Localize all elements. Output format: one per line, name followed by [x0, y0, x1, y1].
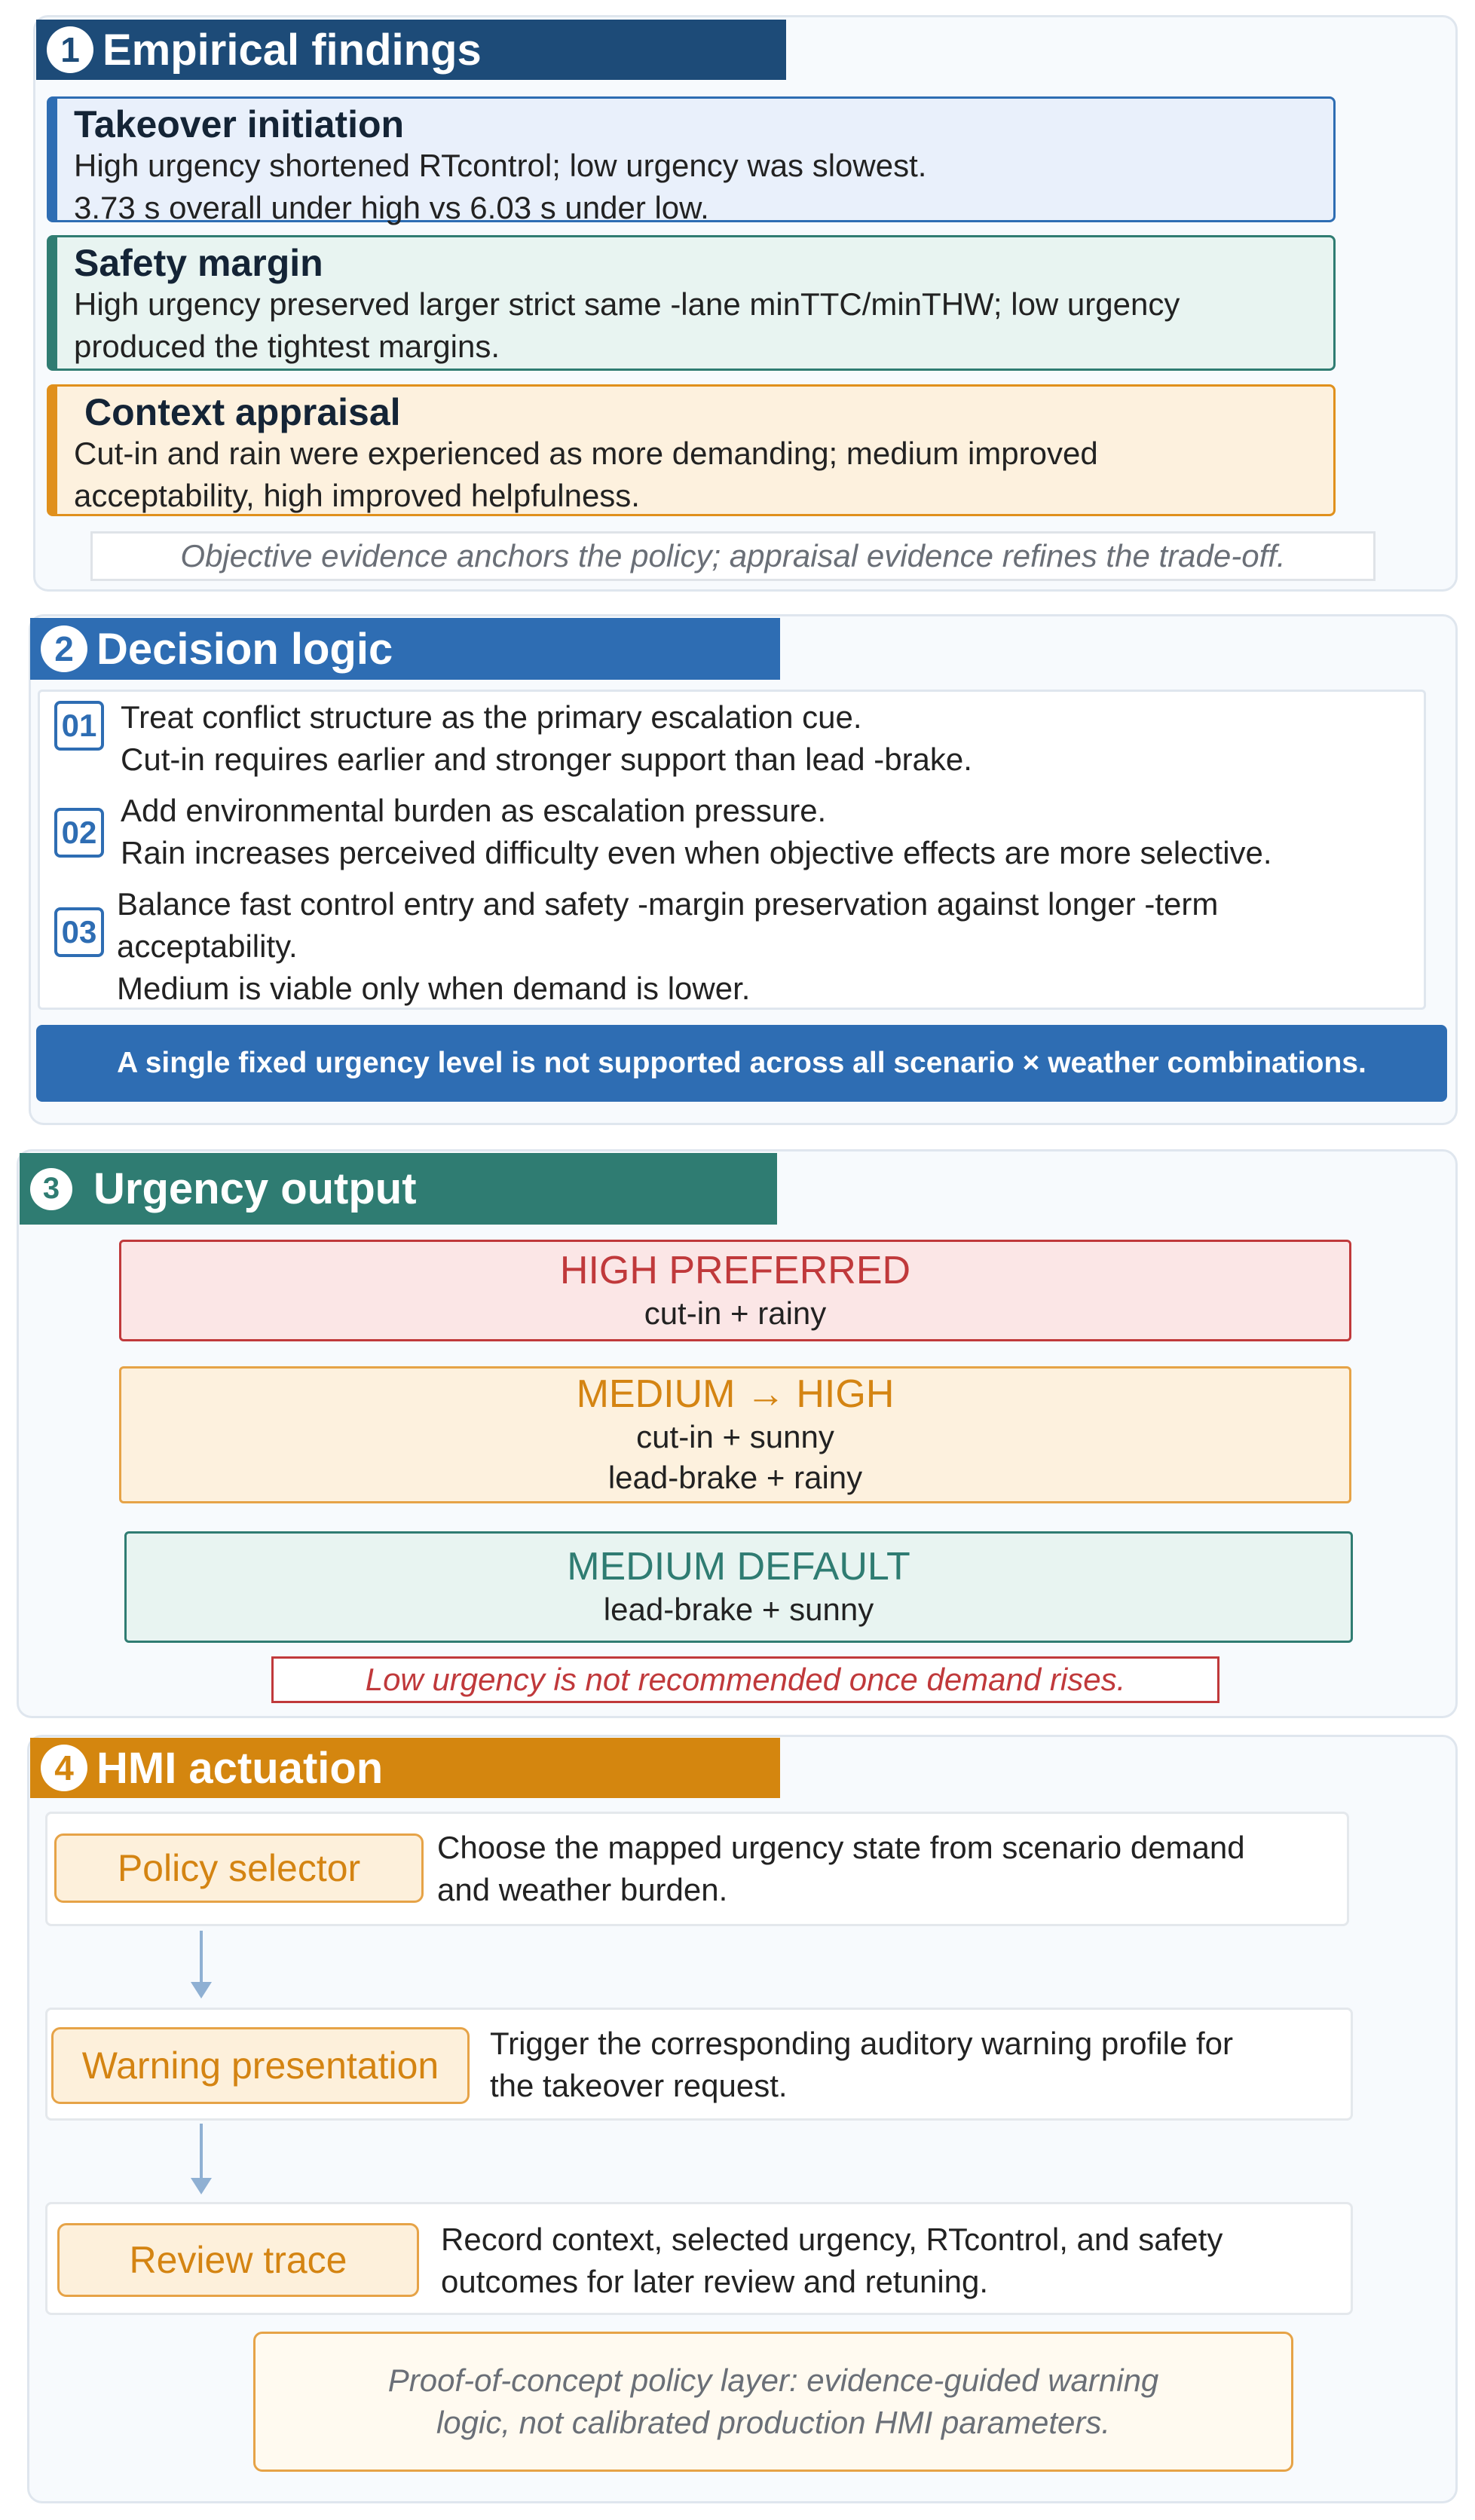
finding-card-context — [47, 384, 1336, 516]
section-title: Decision logic — [96, 624, 393, 674]
finding-card-safety — [47, 235, 1336, 371]
low-urgency-warning: Low urgency is not recommended once demand rises. — [271, 1656, 1219, 1703]
step-number-badge: 03 — [54, 907, 104, 957]
findings-note: Objective evidence anchors the policy; appraisal evidence refines the trade-off. — [90, 531, 1376, 581]
hmi-line: the takeover request. — [490, 2068, 788, 2103]
urgency-level-title: MEDIUM DEFAULT — [567, 1545, 910, 1589]
decision-banner — [30, 618, 780, 680]
hmi-row-description — [490, 2023, 1342, 2107]
finding-text: produced the tightest margins. — [74, 328, 500, 364]
urgency-medium-high-box — [119, 1366, 1351, 1503]
flow-arrow-line — [200, 2124, 203, 2179]
hmi-line: and weather burden. — [437, 1872, 728, 1907]
hmi-line: Record context, selected urgency, RTcontrol, and safety — [441, 2222, 1223, 2257]
finding-text: acceptability, high improved helpfulness. — [74, 477, 640, 513]
step-line: Treat conflict structure as the primary escalation cue. — [121, 699, 862, 735]
flow-arrow-head — [191, 2178, 212, 2194]
step-line: Add environmental burden as escalation pressure. — [121, 793, 827, 828]
hmi-proof-note — [253, 2332, 1293, 2472]
finding-title: Takeover initiation — [74, 103, 405, 145]
finding-text: High urgency preserved larger strict same -lane minTTC/minTHW; low urgency — [74, 286, 1180, 322]
hmi-row-description — [441, 2219, 1345, 2303]
hmi-line: Trigger the corresponding auditory warning profile for — [490, 2026, 1233, 2061]
finding-text: 3.73 s overall under high vs 6.03 s under low. — [74, 189, 709, 225]
warning-presentation-button[interactable]: Warning presentation — [51, 2027, 470, 2104]
step-line: Balance fast control entry and safety -margin preservation against longer -term — [117, 886, 1219, 922]
finding-title: Context appraisal — [84, 391, 401, 433]
note-line: logic, not calibrated production HMI parameters. — [436, 2405, 1111, 2440]
hmi-banner — [30, 1738, 780, 1798]
urgency-level-title: HIGH PREFERRED — [559, 1248, 911, 1292]
policy-selector-button[interactable]: Policy selector — [54, 1833, 424, 1903]
finding-text: High urgency shortened RTcontrol; low urgency was slowest. — [74, 147, 927, 183]
section-title: Empirical findings — [103, 25, 482, 75]
step-number-badge: 01 — [54, 701, 104, 751]
urgency-medium-default-box — [124, 1531, 1353, 1643]
urgency-banner — [20, 1153, 777, 1225]
urgency-condition: cut-in + sunny — [636, 1419, 834, 1454]
section-number-icon: 2 — [41, 625, 87, 672]
section-number-icon: 1 — [47, 26, 93, 73]
section-number-icon: 3 — [30, 1168, 72, 1210]
step-number-badge: 02 — [54, 808, 104, 858]
finding-title: Safety margin — [74, 242, 323, 284]
step-text — [121, 790, 1417, 874]
finding-card-takeover — [47, 96, 1336, 225]
hmi-line: Choose the mapped urgency state from scenario demand — [437, 1830, 1245, 1865]
step-text — [117, 883, 1413, 1010]
flow-arrow-line — [200, 1931, 203, 1985]
step-line: Rain increases perceived difficulty even when objective effects are more selective. — [121, 835, 1272, 870]
urgency-level-title: MEDIUM → HIGH — [576, 1372, 895, 1416]
hmi-line: outcomes for later review and retuning. — [441, 2264, 989, 2299]
flow-arrow-head — [191, 1982, 212, 1999]
step-line: Cut-in requires earlier and stronger support than lead -brake. — [121, 742, 972, 777]
section-title: HMI actuation — [96, 1743, 384, 1793]
review-trace-button[interactable]: Review trace — [57, 2223, 419, 2297]
findings-banner — [36, 20, 786, 80]
note-line: Proof-of-concept policy layer: evidence-guided warning — [387, 2362, 1159, 2398]
urgency-condition: lead-brake + rainy — [607, 1460, 863, 1495]
urgency-condition: cut-in + rainy — [644, 1295, 827, 1331]
step-text — [121, 696, 1402, 781]
decision-conclusion-bar: A single fixed urgency level is not supported across all scenario × weather combinations. — [36, 1025, 1447, 1102]
step-line: acceptability. — [117, 928, 298, 964]
section-number-icon: 4 — [41, 1745, 87, 1791]
step-line: Medium is viable only when demand is lower. — [117, 971, 751, 1006]
section-title: Urgency output — [93, 1164, 417, 1213]
hmi-row-description — [437, 1827, 1342, 1911]
finding-text: Cut-in and rain were experienced as more demanding; medium improved — [74, 435, 1098, 471]
urgency-condition: lead-brake + sunny — [603, 1592, 874, 1627]
urgency-high-box — [119, 1240, 1351, 1341]
